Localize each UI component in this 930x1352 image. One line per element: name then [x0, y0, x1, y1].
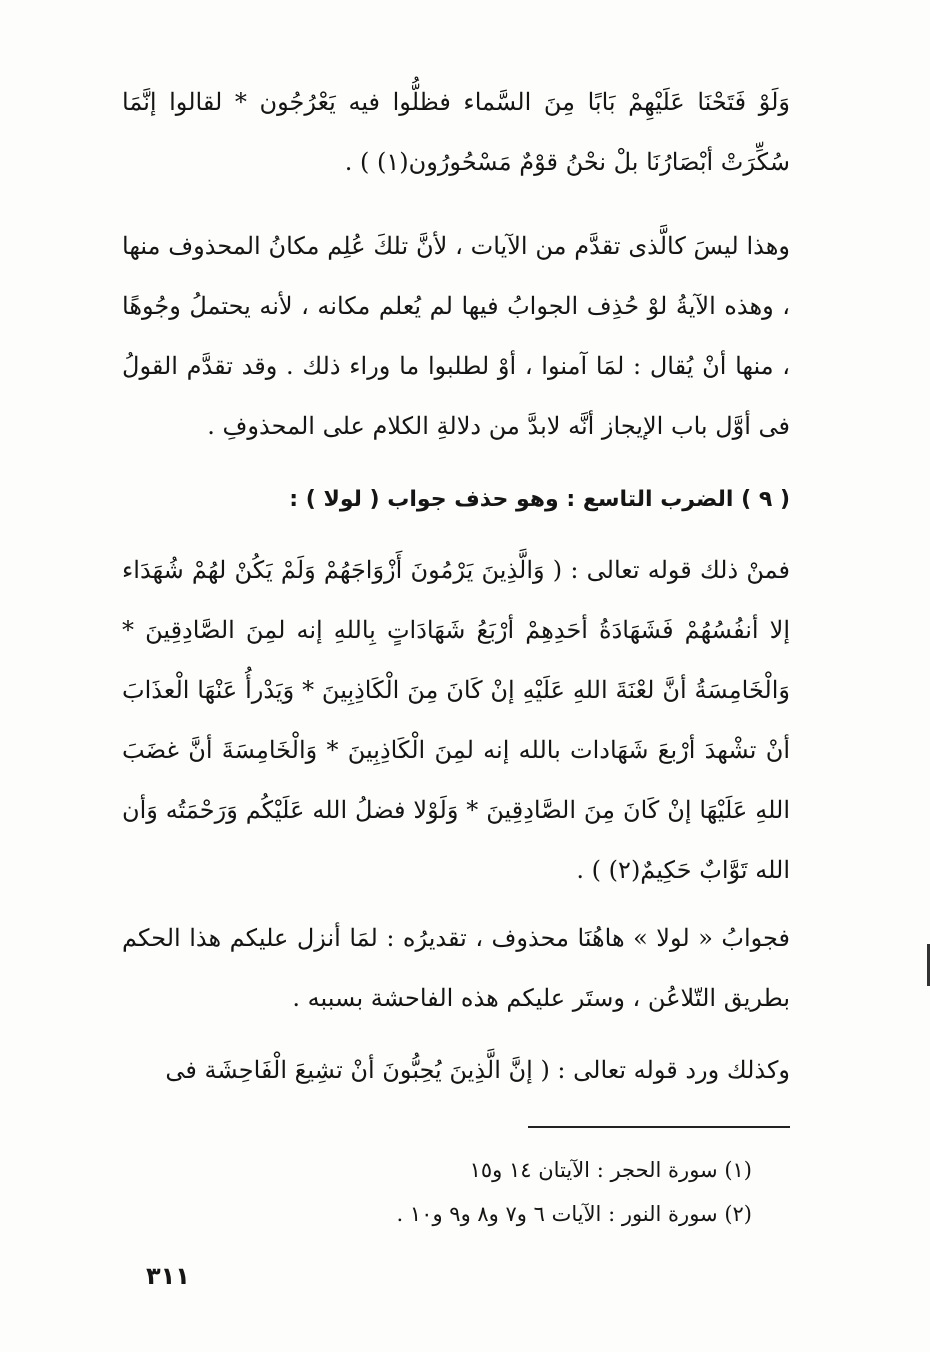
footnote-divider — [528, 1126, 790, 1128]
footnote-item-1: (١) سورة الحجر : الآيتان ١٤ و١٥ — [469, 1158, 752, 1182]
footnotes-list — [200, 1148, 752, 1236]
quran-verse-paragraph: وَلَوْ فَتَحْنَا عَلَيْهِمْ بَابًا مِنَ السَّماء فظلُّوا فيه يَعْرُجُون * لقالوا إنَّمَا سُكِّرَتْ أبْصَارُنَا بلْ نحْنُ قوْمٌ مَسْحُورُون(١) ) . — [122, 88, 790, 176]
quran-verse-paragraph-2: فمنْ ذلك قوله تعالى : ( وَالَّذِينَ يَرْمُونَ أَزْوَاجَهُمْ وَلَمْ يَكُنْ لهُمْ شُهَدَاء إلا أنفُسُهُمْ فَشَهَادَةُ أحَدِهِمْ أرْبَعُ شَهَادَاتٍ بِاللهِ إنه لمِنَ الصَّادِقِينَ * وَالْخَامِسَةُ أنَّ لعْنَةَ اللهِ عَلَيْهِ إنْ كَانَ مِنَ الْكَاذِبِينَ * وَيَدْرأُ عَنْهَا الْعذَابَ أنْ تشْهدَ أرْبعَ شَهَادات بالله إنه لمِنَ الْكَاذِبِينَ * وَالْخَامِسَةَ أنَّ غضَبَ اللهِ عَلَيْهَا إنْ كَانَ مِنَ الصَّادِقِينَ * وَلَوْلا فضلُ الله عَلَيْكُم وَرَحْمَتُه وَأن الله تَوَّابٌ حَكِيمٌ(٢) ) . — [122, 556, 790, 884]
footnote-item-2: (٢) سورة النور : الآيات ٦ و٧ و٨ و٩ و١٠ . — [396, 1202, 752, 1226]
explanation-paragraph-2: فجوابُ « لولا » هاهُنَا محذوف ، تقديرُه : لمَا أنزل عليكم هذا الحكم بطريق التّلاعُن ، وستَر عليكم هذه الفاحشة بسببه . — [122, 924, 790, 1012]
section-heading: ( ٩ ) الضرب التاسع : وهو حذف جواب ( لولا ) : — [289, 487, 790, 512]
explanation-paragraph: وهذا ليسَ كالَّذى تقدَّم من الآيات ، لأنَّ تلكَ عُلِم مكانُ المحذوف منها ، وهذه الآيةُ لوْ حُذِف الجوابُ فيها لم يُعلم مكانه ، لأنه يحتملُ وجُوهًا ، منها أنْ يُقال : لمَا آمنوا ، أوْ لطلبوا ما وراء ذلك . وقد تقدَّم القولُ فى أوَّل باب الإيجاز أنَّه لابدَّ من دلالةِ الكلام على المحذوفِ . — [122, 232, 791, 440]
page-number: ٣١١ — [146, 1262, 190, 1290]
quran-verse-paragraph-3: وكذلك ورد قوله تعالى : ( إنَّ الَّذِينَ يُحِبُّونَ أنْ تشِيعَ الْفَاحِشَة فى — [165, 1056, 790, 1084]
